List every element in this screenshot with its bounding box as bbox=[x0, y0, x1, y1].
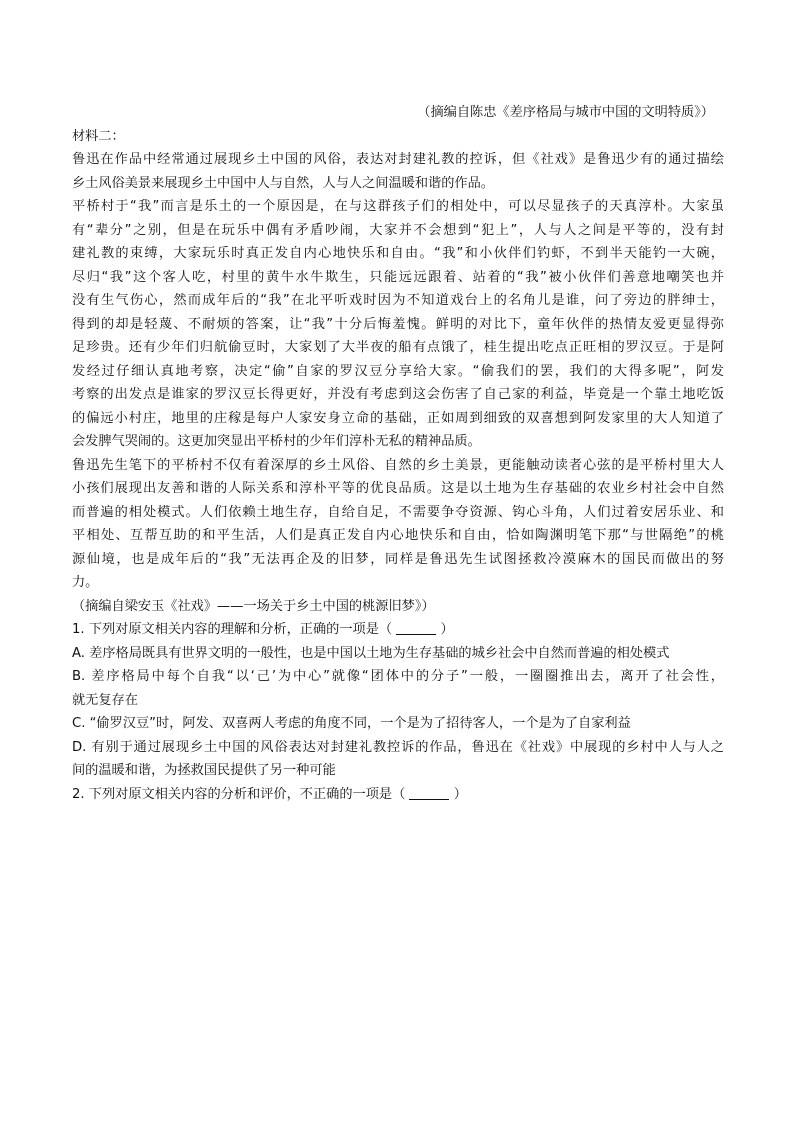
question-1-option-d: D. 有别于通过展现乡土中国的风俗表达对封建礼教控诉的作品，鲁迅在《社戏》中展现的乡村中人与人之 bbox=[72, 739, 724, 755]
paragraph-line: 小孩们展现出友善和谐的人际关系和淳朴平等的优良品质。这是以土地为生存基础的农业乡村社会中自然 bbox=[72, 481, 724, 496]
paragraph-line: 得到的却是轻蔑、不耐烦的答案，让“我”十分后悔羞愧。鲜明的对比下，童年伙伴的热情友爱更显得弥 bbox=[72, 316, 724, 332]
paragraph-line: 平桥村于“我”而言是乐土的一个原因是，在与这群孩子们的相处中，可以尽显孩子的天真淳朴。大家虽 bbox=[72, 199, 724, 214]
answer-blank-1[interactable] bbox=[396, 620, 436, 635]
paragraph-line: 而普遍的相处模式。人们依赖土地生存，自给自足，不需要争夺资源、钩心斗角，人们过着安居乐业、和 bbox=[72, 504, 724, 520]
question-1-option-c: C. “偷罗汉豆”时，阿发、双喜两人考虑的角度不同，一个是为了招待客人，一个是为了自家利益 bbox=[72, 716, 631, 731]
paragraph-line: 平相处、互帮互助的和平生活，人们是真正发自内心地快乐和自由，恰如陶渊明笔下那“与世隔绝”的桃 bbox=[72, 528, 724, 543]
source-citation-2: （摘编自梁安玉《社戏》——一场关于乡土中国的桃源旧梦》） bbox=[72, 598, 435, 614]
paragraph-line: 有“辈分”之别，但是在玩乐中偶有矛盾吵闹，大家并不会想到“犯上”，人与人之间是平等的，没有封 bbox=[72, 222, 724, 238]
paragraph-line: 的偏远小村庄，地里的庄稼是每户人家安身立命的基础，正如周到细致的双喜想到阿发家里的大人知道了 bbox=[72, 410, 724, 426]
source-citation-1: （摘编自陈忠《差序格局与城市中国的文明特质》） bbox=[417, 105, 714, 120]
question-2-stem-close: ） bbox=[453, 786, 467, 802]
material-2-heading: 材料二： bbox=[72, 128, 125, 144]
question-1-option-d-continued: 间的温暖和谐，为拯救国民提供了另一种可能 bbox=[72, 763, 336, 778]
paragraph-line: 发经过仔细认真地考察，决定“偷”自家的罗汉豆分享给大家。“偷我们的罢，我们的大得多呢”，阿发 bbox=[72, 363, 724, 379]
question-1-stem-close: ） bbox=[440, 622, 454, 637]
paragraph-line: 考察的出发点是谁家的罗汉豆长得更好，并没有考虑到这会伤害了自己家的利益，毕竟是一个靠土地吃饭 bbox=[72, 387, 724, 402]
paragraph-line: 鲁迅在作品中经常通过展现乡土中国的风俗，表达对封建礼教的控诉，但《社戏》是鲁迅少有的通过描绘 bbox=[72, 152, 724, 167]
paragraph-line: 足珍贵。还有少年们归航偷豆时，大家划了大半夜的船有点饿了，桂生提出吃点正旺相的罗汉豆。于是阿 bbox=[72, 340, 724, 355]
question-1-stem bbox=[72, 618, 724, 642]
question-1-option-b: B. 差序格局中每个自我“以‘己’为中心”就像“团体中的分子”一般，一圈圈推出去，离开了社会性， bbox=[72, 669, 724, 684]
paragraph-line: 鲁迅先生笔下的平桥村不仅有着深厚的乡土风俗、自然的乡土美景，更能触动读者心弦的是平桥村里大人 bbox=[72, 457, 724, 473]
question-1-option-b-continued: 就无复存在 bbox=[72, 692, 138, 708]
answer-blank-2[interactable] bbox=[409, 785, 449, 800]
question-2-stem-text: 2. 下列对原文相关内容的分析和评价，不正确的一项是（ bbox=[72, 786, 406, 802]
paragraph-line: 力。 bbox=[72, 575, 99, 590]
paragraph-line: 尽归“我”这个客人吃，村里的黄牛水牛欺生，只能远远跟着、站着的“我”被小伙伴们善意地嘲笑也并 bbox=[72, 269, 724, 285]
question-1-stem-text: 1. 下列对原文相关内容的理解和分析，正确的一项是（ bbox=[72, 622, 393, 637]
document-content bbox=[72, 101, 724, 806]
paragraph-line: 建礼教的束缚，大家玩乐时真正发自内心地快乐和自由。“我”和小伙伴们钓虾，不到半天能钓一大碗， bbox=[72, 246, 724, 261]
paragraph-line: 源仙境，也是成年后的“我”无法再企及的旧梦，同样是鲁迅先生试图拯救冷漠麻木的国民而做出的努 bbox=[72, 551, 724, 567]
paragraph-line: 没有生气伤心，然而成年后的“我”在北平听戏时因为不知道戏台上的名角儿是谁，问了旁边的胖绅士， bbox=[72, 293, 724, 308]
paragraph-line: 会发脾气哭闹的。这更加突显出平桥村的少年们淳朴无私的精神品质。 bbox=[72, 434, 481, 449]
paragraph-line: 乡土风俗美景来展现乡土中国中人与自然，人与人之间温暖和谐的作品。 bbox=[72, 175, 494, 191]
question-2-stem bbox=[72, 783, 724, 807]
question-1-option-a: A. 差序格局既具有世界文明的一般性，也是中国以土地为生存基础的城乡社会中自然而普遍的相处模式 bbox=[72, 645, 670, 661]
